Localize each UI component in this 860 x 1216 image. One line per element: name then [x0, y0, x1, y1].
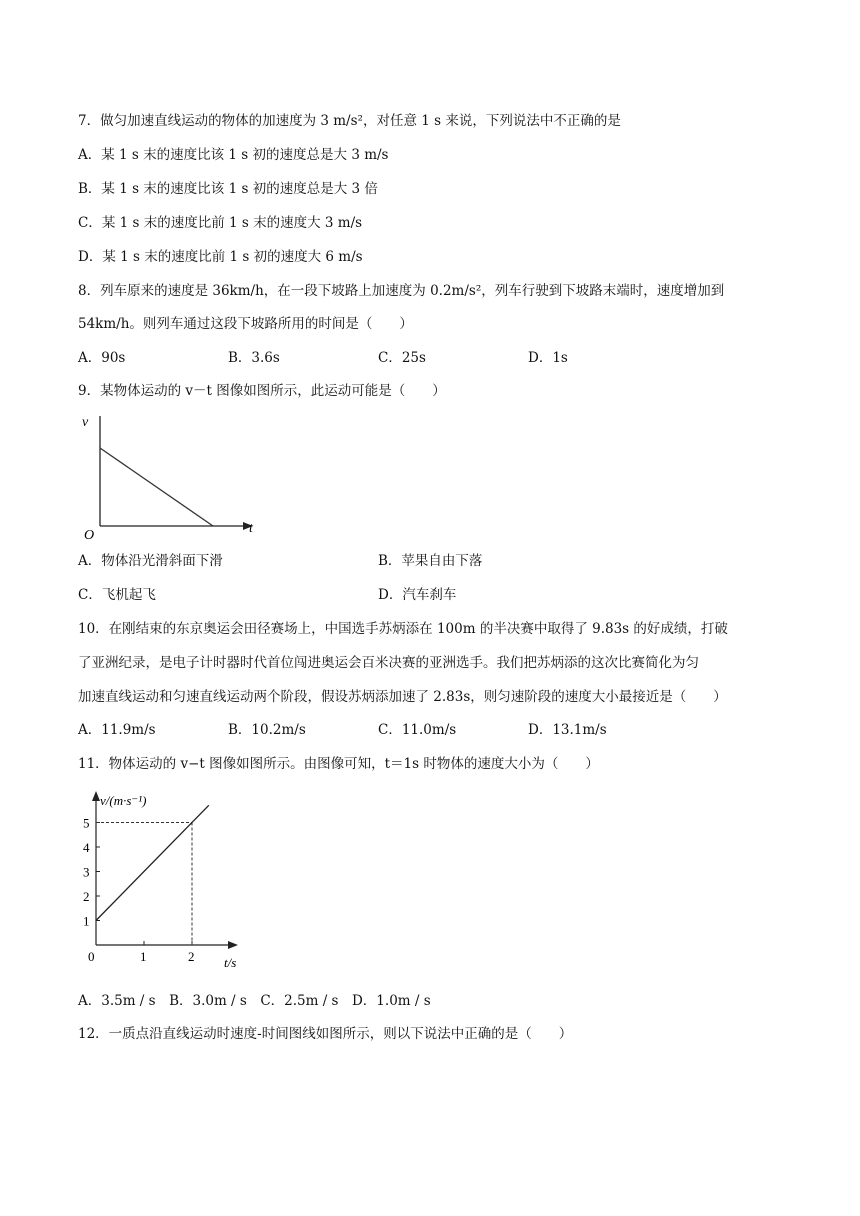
q10-option-a: A．11.9m/s	[78, 722, 156, 738]
q8-option-c: C．25s	[378, 350, 426, 366]
y-tick-label: 5	[83, 815, 90, 831]
q8-option-b: B．3.6s	[228, 350, 280, 366]
q11-options: A．3.5m / s B．3.0m / s C．2.5m / s D．1.0m / s	[78, 993, 431, 1009]
x-tick-label: 0	[88, 949, 95, 964]
q9-y-label: v	[82, 415, 89, 430]
x-tick-label: 2	[188, 949, 195, 964]
y-tick-label: 3	[83, 864, 90, 880]
q9-option-a: A．物体沿光滑斜面下滑	[78, 553, 223, 569]
q9-option-c: C．飞机起飞	[78, 587, 156, 603]
q7-option-d: D．某 1 s 末的速度比前 1 s 初的速度大 6 m/s	[78, 249, 363, 265]
q7-stem: 7．做匀加速直线运动的物体的加速度为 3 m/s²，对任意 1 s 来说，下列说法中不正确的是	[78, 113, 621, 129]
q10-stem-line3: 加速直线运动和匀速直线运动两个阶段，假设苏炳添加速了 2.83s，则匀速阶段的速度大小最接近是（ ）	[78, 689, 727, 705]
q9-x-label: t	[249, 521, 253, 536]
q8-option-a: A．90s	[78, 350, 126, 366]
y-tick-label: 2	[83, 889, 90, 904]
q8-stem-line1: 8．列车原来的速度是 36km/h，在一段下坡路上加速度为 0.2m/s²，列车行驶到下坡路末端时，速度增加到	[78, 283, 725, 299]
q10-stem-line1: 10．在刚结束的东京奥运会田径赛场上，中国选手苏炳添在 100m 的半决赛中取得了 9.83s 的好成绩，打破	[78, 621, 728, 637]
x-axis-arrow	[228, 941, 238, 949]
q7-option-c: C．某 1 s 末的速度比前 1 s 末的速度大 3 m/s	[78, 215, 363, 231]
q12-stem: 12．一质点沿直线运动时速度-时间图线如图所示，则以下说法中正确的是（ ）	[78, 1026, 573, 1042]
q8-stem-line2: 54km/h。则列车通过这段下坡路所用的时间是（ ）	[78, 316, 413, 332]
x-tick-label: 1	[140, 949, 147, 964]
q10-option-d: D．13.1m/s	[528, 722, 607, 738]
q7-option-b: B．某 1 s 末的速度比该 1 s 初的速度总是大 3 倍	[78, 181, 378, 197]
q10-option-b: B．10.2m/s	[228, 722, 306, 738]
q8-option-d: D．1s	[528, 350, 568, 366]
q9-option-b: B．苹果自由下落	[378, 553, 483, 569]
x-axis-label: t/s	[224, 955, 237, 970]
q9-stem: 9．某物体运动的 v－t 图像如图所示，此运动可能是（ ）	[78, 383, 446, 399]
q7-option-a: A．某 1 s 末的速度比该 1 s 初的速度总是大 3 m/s	[78, 147, 389, 163]
q9-option-d: D．汽车刹车	[378, 587, 457, 603]
y-axis-label: v/(m·s⁻¹)	[100, 793, 147, 808]
q11-stem: 11．物体运动的 v−t 图像如图所示。由图像可知，t＝1s 时物体的速度大小为（ ）	[78, 756, 599, 772]
y-axis-arrow	[92, 791, 100, 801]
y-tick-label: 1	[83, 913, 90, 929]
y-tick-label: 4	[83, 840, 90, 855]
q9-vt-graph	[78, 408, 263, 543]
q9-line	[100, 448, 213, 526]
q11-vt-chart	[80, 785, 250, 975]
q9-origin-label: O	[84, 528, 95, 543]
q10-option-c: C．11.0m/s	[378, 722, 457, 738]
q10-stem-line2: 了亚洲纪录，是电子计时器时代首位闯进奥运会百米决赛的亚洲选手。我们把苏炳添的这次比赛简化为匀	[78, 655, 699, 671]
